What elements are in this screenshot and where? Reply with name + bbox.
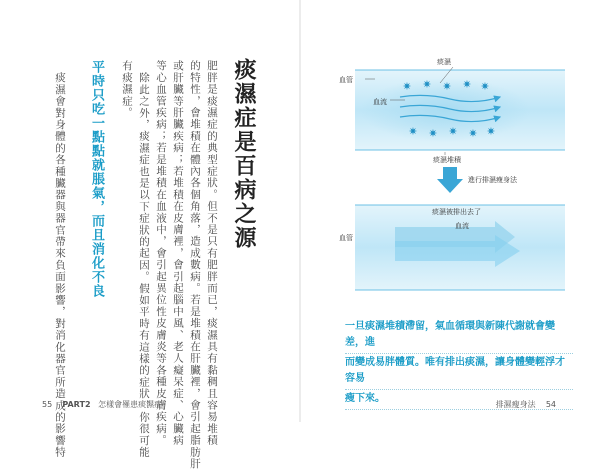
diagram-graphic bbox=[335, 55, 570, 305]
folio-right bbox=[496, 399, 556, 410]
svg-text:✷: ✷ bbox=[480, 80, 490, 93]
svg-text:✷: ✷ bbox=[428, 127, 438, 140]
label-phlegm: 痰濕 bbox=[437, 58, 451, 66]
body-paragraph-2: 的特性，會堆積在體內各個角落，造成數病。若是堆積在肝臟裡，會引起脂肪肝 bbox=[189, 60, 201, 470]
svg-text:✷: ✷ bbox=[408, 125, 418, 138]
diagram-caption bbox=[345, 318, 573, 410]
label-vessel-top: 血管 bbox=[339, 76, 353, 84]
phlegm-diagram bbox=[335, 55, 570, 305]
page-number-right: 54 bbox=[545, 400, 556, 409]
svg-text:✷: ✷ bbox=[468, 127, 478, 140]
body-paragraph-1: 肥胖是痰濕症的典型症狀。但不是只有肥胖而已，痰濕具有黏稠且容易堆積 bbox=[206, 60, 218, 447]
folio-left bbox=[42, 399, 162, 410]
label-removed: 痰濕被排出去了 bbox=[432, 208, 481, 216]
svg-text:✷: ✷ bbox=[486, 125, 496, 138]
chapter-title: 怎樣會罹患痰濕症 bbox=[98, 400, 163, 409]
caption-line-1: 一旦痰濕堆積滯留，氣血循環與新陳代謝就會變差，進 bbox=[345, 318, 573, 354]
label-blood-bottom: 血流 bbox=[455, 222, 469, 230]
svg-text:✷: ✷ bbox=[448, 125, 458, 138]
body-paragraph-3: 或肝臟等肝臟疾病；若堆積在皮膚裡，會引起腦中風、老人癡呆症、心臟病 bbox=[172, 60, 184, 447]
right-page bbox=[300, 0, 600, 422]
body-paragraph-5: 除此之外，痰濕症也是以下症狀的起因。假如平時有這樣的症狀，你很可能 bbox=[138, 72, 150, 459]
page-number: 55 bbox=[42, 400, 53, 409]
caption-line-2: 而變成易胖體質。唯有排出痰濕，讓身體變輕浮才容易 bbox=[345, 354, 573, 390]
svg-text:✷: ✷ bbox=[462, 78, 472, 91]
body-paragraph-7: 痰濕會對身體的各種臟器與器官帶來負面影響，對消化器官所造成的影響特 bbox=[54, 72, 66, 459]
page-title: 痰濕症是百病之源 bbox=[231, 58, 256, 250]
subheading: 平時只吃一點點就脹氣，而且消化不良 bbox=[89, 60, 104, 298]
part-label: PART2 bbox=[62, 400, 91, 409]
svg-text:✷: ✷ bbox=[402, 80, 412, 93]
label-vessel-bottom: 血管 bbox=[339, 234, 353, 242]
body-paragraph-4: 等心血管疾病；若是堆積在血液中，會引起異位性皮膚炎等各種皮膚疾病。 bbox=[155, 60, 167, 447]
book-section-title: 排濕瘦身法 bbox=[495, 400, 536, 409]
label-accumulated: 痰濕堆積 bbox=[433, 156, 461, 164]
arrow-label: 進行排濕瘦身法 bbox=[468, 176, 517, 184]
caption-line-3: 瘦下來。 bbox=[345, 390, 573, 410]
process-arrow bbox=[437, 167, 463, 193]
svg-text:✷: ✷ bbox=[442, 80, 452, 93]
svg-text:✷: ✷ bbox=[422, 78, 432, 91]
body-paragraph-6: 有痰濕症。 bbox=[121, 60, 133, 119]
label-blood-top: 血流 bbox=[373, 98, 387, 106]
